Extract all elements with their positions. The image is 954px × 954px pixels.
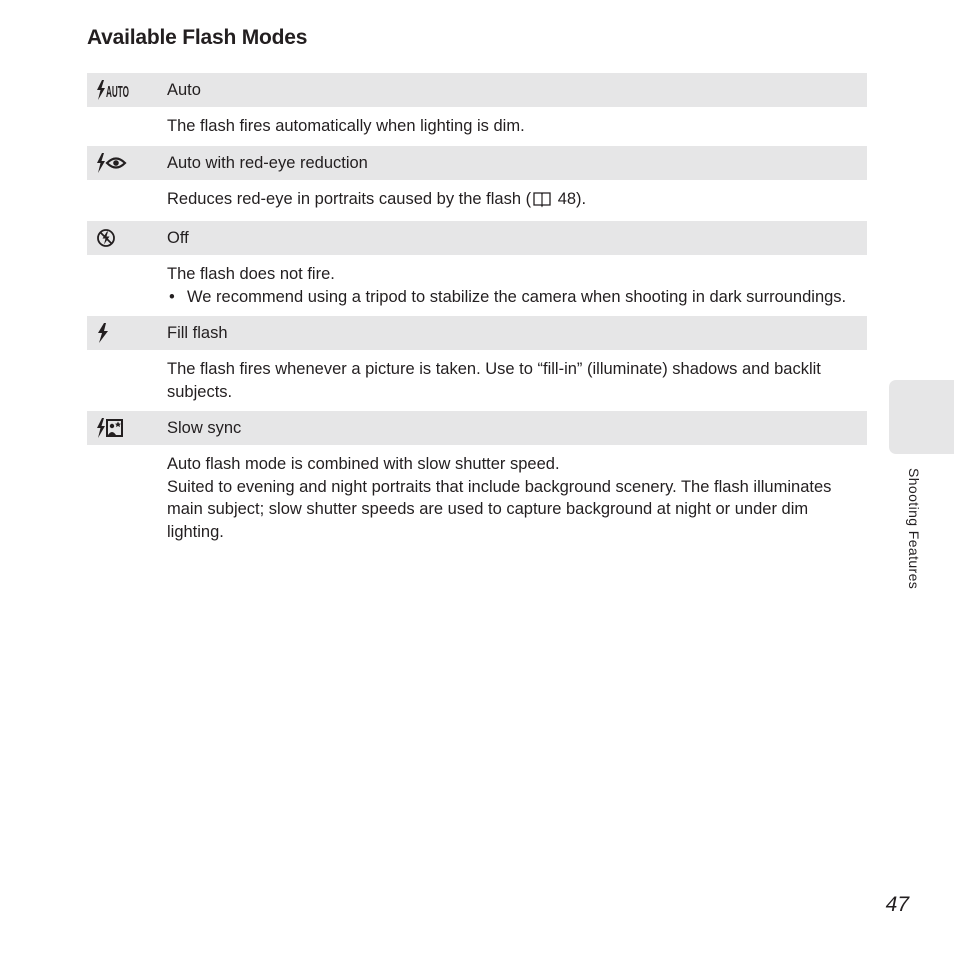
mode-description-text: The flash does not fire. xyxy=(167,265,335,283)
fill-flash-icon xyxy=(96,323,110,343)
flash-modes-table xyxy=(87,73,867,551)
mode-description-text: The flash fires automatically when lighting is dim. xyxy=(167,117,525,135)
mode-row-fill-flash xyxy=(87,316,867,350)
book-icon xyxy=(533,191,551,214)
section-side-label: Shooting Features xyxy=(906,468,922,590)
flash-red-eye-icon xyxy=(96,153,128,173)
mode-row-off xyxy=(87,221,867,255)
page-number: 47 xyxy=(885,893,909,916)
tip-bullet: • We recommend using a tripod to stabilize the camera when shooting in dark surroundings. xyxy=(167,286,867,309)
mode-description-text: Reduces red-eye in portraits caused by the flash ( xyxy=(167,189,532,208)
flash-auto-icon xyxy=(96,80,130,100)
page-reference: 48). xyxy=(553,189,587,208)
mode-description-text: Auto flash mode is combined with slow shutter speed. xyxy=(167,455,560,473)
mode-description-auto xyxy=(87,107,867,146)
mode-description-off xyxy=(87,255,867,316)
section-side-tab xyxy=(889,380,954,454)
mode-description-text: The flash fires whenever a picture is taken. Use to “fill-in” (illuminate) shadows and backlit subjects. xyxy=(167,360,821,401)
mode-name: Off xyxy=(167,229,189,247)
mode-row-auto xyxy=(87,73,867,107)
mode-row-slow-sync xyxy=(87,411,867,445)
slow-sync-icon xyxy=(96,418,124,438)
mode-name: Auto with red-eye reduction xyxy=(167,153,368,172)
mode-description-fill-flash xyxy=(87,350,867,411)
mode-description-red-eye xyxy=(87,180,867,222)
mode-description-text: Suited to evening and night portraits that include background scenery. The flash illuminates main subject; slow shutter speeds are used to capture background at night or under dim lighting. xyxy=(167,477,832,541)
mode-name: Fill flash xyxy=(167,324,228,342)
mode-name: Slow sync xyxy=(167,419,242,437)
mode-row-red-eye xyxy=(87,146,867,180)
svg-text:AUTO: AUTO xyxy=(106,84,129,101)
flash-off-icon xyxy=(96,228,116,248)
mode-name: Auto xyxy=(167,81,201,99)
page-title: Available Flash Modes xyxy=(87,26,308,49)
mode-description-slow-sync xyxy=(87,445,867,551)
